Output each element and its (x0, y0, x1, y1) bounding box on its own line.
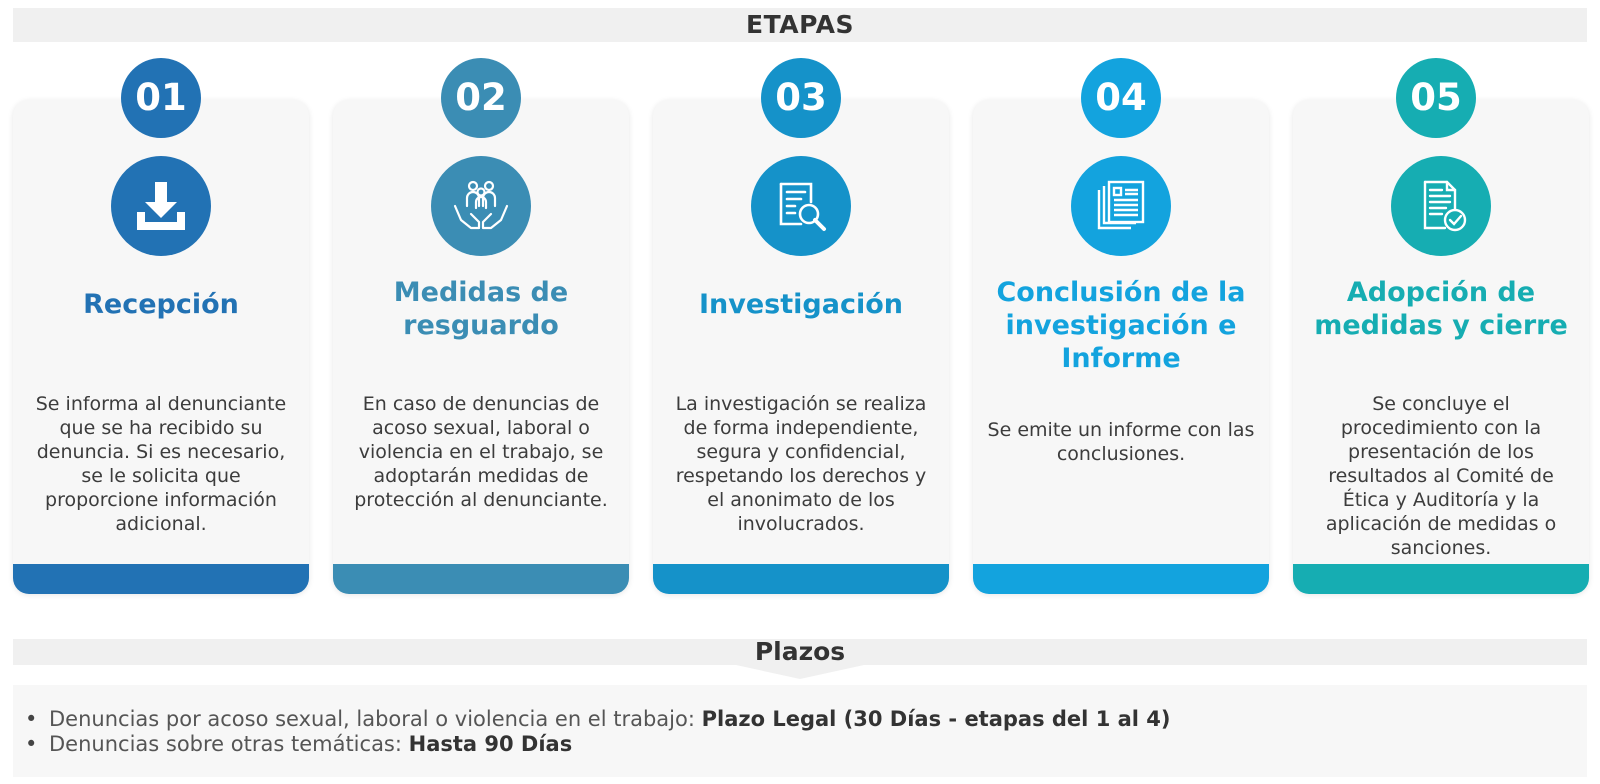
plazos-item-1 (25, 707, 1587, 732)
stage-number-1: 01 (121, 58, 201, 138)
plazos-header: Plazos (13, 639, 1587, 665)
plazos-list (25, 707, 1587, 757)
stage-description-3: La investigación se realiza de forma independiente, segura y confidencial, respetando los derechos y el anonimato de los involucrados. (675, 393, 927, 535)
stage-title-2: Medidas de resguardo (393, 277, 569, 341)
stage-color-bar-5 (1293, 564, 1589, 594)
stage-icon-circle-2 (431, 156, 531, 256)
bullet-2: • (25, 732, 38, 756)
document-search-icon (771, 176, 831, 236)
plazos-list-box (13, 685, 1587, 777)
stage-icon-circle-3 (751, 156, 851, 256)
plazos-item-1-bold: Plazo Legal (30 Días - etapas del 1 al 4) (701, 707, 1171, 731)
stage-color-bar-3 (653, 564, 949, 594)
plazos-item-2 (25, 732, 1587, 757)
stage-number-4: 04 (1081, 58, 1161, 138)
documents-icon (1091, 176, 1151, 236)
plazos-header-pointer (736, 665, 864, 679)
stage-title-5: Adopción de medidas y cierre (1314, 277, 1568, 341)
stage-description-2: En caso de denuncias de acoso sexual, laboral o violencia en el trabajo, se adoptarán medidas de protección al denunciante. (354, 393, 608, 511)
stage-description-5: Se concluye el procedimiento con la presentación de los resultados al Comité de Ética y Auditoría y la aplicación de medidas o sanciones. (1325, 393, 1557, 559)
document-check-icon (1411, 176, 1471, 236)
download-icon (131, 176, 191, 236)
protection-hands-icon (451, 176, 511, 236)
stage-icon-circle-4 (1071, 156, 1171, 256)
stage-description-4: Se emite un informe con las conclusiones. (987, 419, 1255, 465)
stage-icon-circle-5 (1391, 156, 1491, 256)
plazos-item-1-text: Denuncias por acoso sexual, laboral o violencia en el trabajo: (49, 707, 702, 731)
stage-icon-circle-1 (111, 156, 211, 256)
plazos-item-2-text: Denuncias sobre otras temáticas: (49, 732, 409, 756)
stage-color-bar-1 (13, 564, 309, 594)
stage-title-4: Conclusión de la investigación e Informe (996, 277, 1246, 374)
plazos-item-2-bold: Hasta 90 Días (408, 732, 573, 756)
stage-number-3: 03 (761, 58, 841, 138)
stage-title-1: Recepción (83, 289, 239, 320)
etapas-header: ETAPAS (13, 8, 1587, 42)
bullet-1: • (25, 707, 38, 731)
stage-description-1: Se informa al denunciante que se ha recibido su denuncia. Si es necesario, se le solicita que proporcione información adicional. (35, 393, 287, 535)
stage-number-2: 02 (441, 58, 521, 138)
stage-title-3: Investigación (699, 289, 903, 320)
stage-color-bar-2 (333, 564, 629, 594)
stage-number-5: 05 (1396, 58, 1476, 138)
stage-color-bar-4 (973, 564, 1269, 594)
